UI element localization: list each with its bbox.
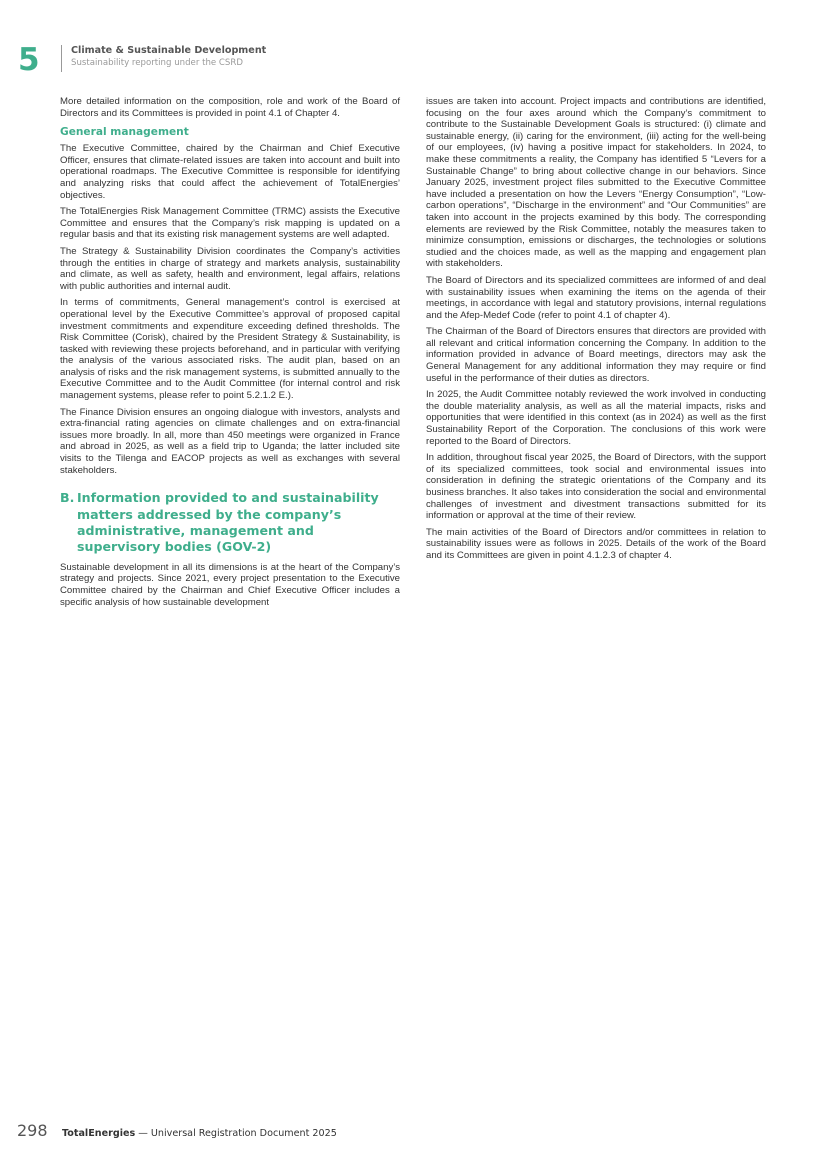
paragraph: The Chairman of the Board of Directors ensures that directors are provided with all relevant and critical information concerning the Company. In addition to the information provided in advance of Board meetings, directors may ask the General Management for any additional information they may require or find useful in the performance of their duties as directors. bbox=[426, 326, 766, 384]
paragraph: The Strategy & Sustainability Division coordinates the Company’s activities through the entities in charge of strategy and markets analysis, sustainability and climate, as well as safety, health and environment, legal affairs, relations with public authorities and internal audit. bbox=[60, 245, 400, 292]
paragraph: The Finance Division ensures an ongoing dialogue with investors, analysts and extra-financial rating agencies on climate challenges and on extra-financial issues more broadly. In all, more than 450 meetings were organized in France and abroad in 2025, as well as a field trip to Uganda; the latter included site visits to the Tilenga and EACOP projects as well as exchanges with several stakeholders. bbox=[60, 406, 400, 476]
paragraph: The Board of Directors and its specialized committees are informed of and deal with sustainability issues when examining the items on the agenda of their meetings, in accordance with legal and statutory provisions, internal regulations and the Afep-Medef Code (refer to point 4.1 of chapter 4). bbox=[426, 274, 766, 321]
paragraph: issues are taken into account. Project impacts and contributions are identified, focusing on the four axes around which the Company’s commitment to contribute to the Sustainable Development Goals is structured: (i) climate and sustainable energy, (ii) caring for the environment, (iii) acting for the well-being of our employees, (iv) having a positive impact for stakeholders. In 2024, to make these commitments a reality, the Company has identified 5 “Levers for a Sustainable Change” to bring about collective change in our behaviors. Since January 2025, investment project files submitted to the Executive Committee have included a presentation on how the Levers “Energy Consumption”, “Low-carbon operations”, “Discharge in the environment” and “Our Communities” are taken into account in the projects examined by this body. The corresponding elements are reviewed by the Risk Committee, notably the measures taken to minimize consumption, emissions or discharges, the technologies or solutions studied and the choices made, as well as the mapping and engagement plan with stakeholders. bbox=[426, 96, 766, 270]
chapter-number: 5 bbox=[18, 42, 40, 78]
paragraph: The Executive Committee, chaired by the Chairman and Chief Executive Officer, ensures that climate-related issues are taken into account and built into operational roadmaps. The Executive Committee is responsible for identifying and analyzing risks that could affect the achievement of TotalEnergies’ objectives. bbox=[60, 143, 400, 201]
paragraph: In addition, throughout fiscal year 2025, the Board of Directors, with the support of its specialized committees, took social and environmental issues into consideration in defining the strategic orientations of the Company and its business branches. It also takes into consideration the social and environmental challenges of investment and divestment transactions submitted for its information or approval at the time of their review. bbox=[426, 452, 766, 522]
paragraph: The TotalEnergies Risk Management Committee (TRMC) assists the Executive Committee and ensures that the Company’s risk mapping is updated on a regular basis and that its existing risk management systems are well adapted. bbox=[60, 206, 400, 241]
paragraph: The main activities of the Board of Directors and/or committees in relation to sustainability issues were as follows in 2025. Details of the work of the Board and its Committees are given in point 4.1.2.3 of chapter 4. bbox=[426, 526, 766, 561]
intro-paragraph: More detailed information on the composition, role and work of the Board of Directors and its Committees is provided in point 4.1 of Chapter 4. bbox=[60, 96, 400, 119]
section-letter: B. bbox=[60, 490, 75, 506]
page-footer bbox=[17, 1121, 337, 1143]
section-title: Information provided to and sustainability matters addressed by the company’s administrative, management and supervisory bodies (GOV-2) bbox=[77, 490, 379, 555]
footer-document-title: — Universal Registration Document 2025 bbox=[135, 1128, 337, 1139]
paragraph: Sustainable development in all its dimensions is at the heart of the Company’s strategy and projects. Since 2021, every project presentation to the Executive Committee chaired by the Chairman and Chief Executive Officer includes a specific analysis of how sustainable development bbox=[60, 561, 400, 608]
footer-company: TotalEnergies bbox=[62, 1128, 136, 1139]
left-column bbox=[60, 96, 400, 613]
chapter-title: Climate & Sustainable Development bbox=[71, 45, 267, 56]
paragraph: In terms of commitments, General management’s control is exercised at operational level by the Executive Committee’s approval of proposed capital investment commitments and expenditure exceeding defined thresholds. The Risk Committee (Corisk), chaired by the President Strategy & Sustainability, is tasked with reviewing these projects beforehand, and in particular with verifying the analysis of the various associated risks. The audit plan, based on an analysis of risks and the risk management systems, is submitted annually to the Executive Committee and to the Audit Committee (for internal control and risk management systems, please refer to point 5.2.1.2 E.). bbox=[60, 297, 400, 402]
chapter-subtitle: Sustainability reporting under the CSRD bbox=[71, 58, 243, 68]
right-column bbox=[426, 96, 766, 567]
page-number: 298 bbox=[17, 1121, 48, 1140]
general-management-heading: General management bbox=[60, 126, 189, 139]
paragraph: In 2025, the Audit Committee notably reviewed the work involved in conducting the double materiality analysis, as well as all the material impacts, risks and opportunities that were identified in this context (as in 2024) as well as the first Sustainability Report of the Corporation. The conclusions of this work were reported to the Board of Directors. bbox=[426, 389, 766, 447]
section-b-heading bbox=[60, 490, 400, 556]
header-divider bbox=[61, 45, 62, 72]
